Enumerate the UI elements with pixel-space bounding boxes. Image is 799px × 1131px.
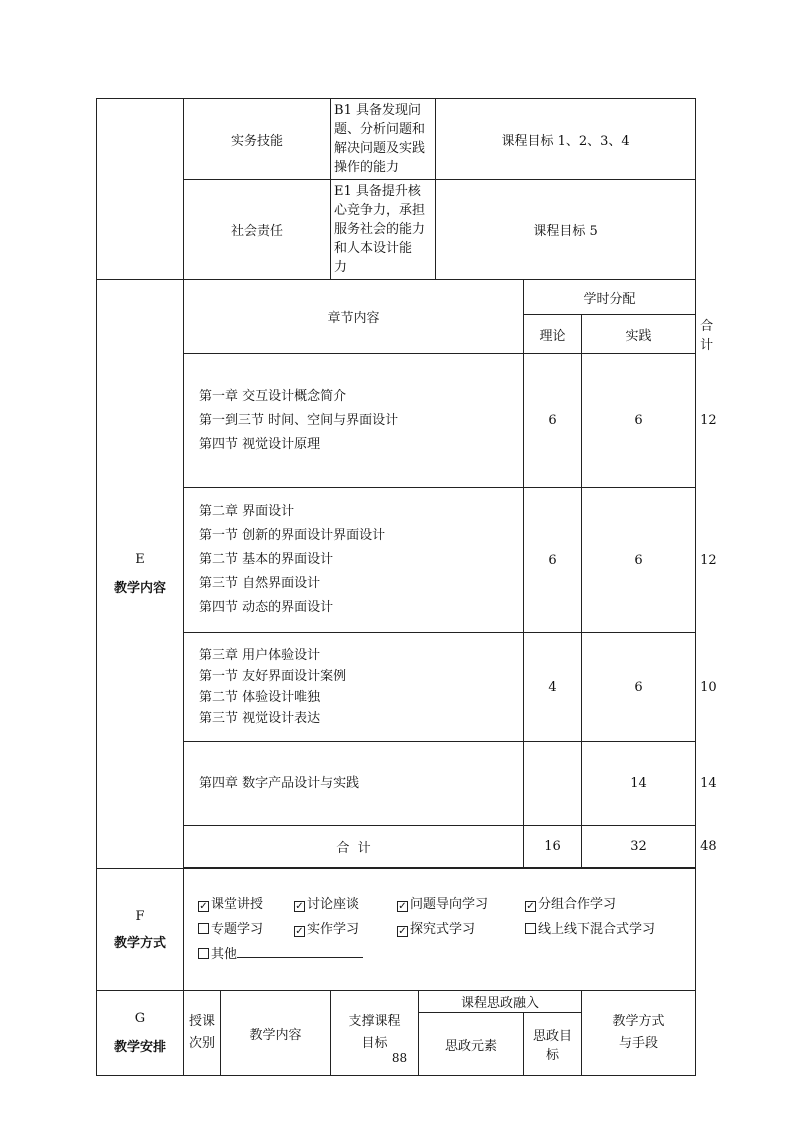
other-blank-line[interactable]	[237, 945, 363, 958]
section-letter: E	[135, 552, 145, 567]
methods-line	[198, 892, 691, 917]
method-label: 线上线下混合式学习	[538, 922, 656, 937]
outcome-code: B1	[334, 103, 352, 118]
ideology-elements-header: 思政元素	[419, 1013, 524, 1076]
practice-header: 实践	[582, 315, 696, 354]
checkbox-checked-icon[interactable]: ✓	[526, 901, 535, 912]
header-line: 与手段	[619, 1036, 659, 1051]
method-label: 探究式学习	[410, 922, 476, 937]
method-label: 分组合作学习	[538, 897, 617, 912]
outcome-goal: 课程目标 5	[436, 180, 696, 280]
outcome-code: E1	[334, 184, 352, 199]
chapter-row: 第三章 用户体验设计 第一节 友好界面设计案例 第二节 体验设计唯独 第三节 视觉设计表达 4 6 10	[97, 633, 696, 742]
section-title: 教学内容	[113, 581, 166, 596]
chapter-line: 第三节 视觉设计表达	[199, 711, 321, 726]
checkbox-unchecked-icon[interactable]	[198, 948, 209, 959]
chapter-row: 第四章 数字产品设计与实践 14 14	[97, 742, 696, 826]
method-option[interactable]	[525, 892, 616, 917]
outcome-goal: 课程目标 1、2、3、4	[436, 99, 696, 180]
practice-hours: 6	[582, 354, 696, 488]
chapter-line: 第二节 基本的界面设计	[199, 552, 334, 567]
method-option[interactable]	[397, 892, 525, 917]
chapter-line: 第二节 体验设计唯独	[199, 690, 321, 705]
section-title: 教学方式	[113, 935, 166, 951]
section-letter: G	[134, 1011, 146, 1026]
section-letter: F	[135, 908, 145, 924]
method-option[interactable]	[198, 892, 294, 917]
hours-header: 学时分配	[524, 280, 696, 315]
method-option[interactable]	[294, 892, 397, 917]
chapter-content	[184, 354, 524, 488]
chapter-line: 第三章 用户体验设计	[199, 648, 321, 663]
outcome-text-line: 具备发现问题、分析问题和	[334, 103, 426, 137]
section-title: 教学安排	[113, 1040, 166, 1055]
chapter-line: 第二章 界面设计	[199, 504, 295, 519]
header-line: 次别	[188, 1036, 215, 1051]
methods-line	[198, 942, 691, 967]
theory-hours: 6	[524, 354, 582, 488]
chapter-content	[184, 633, 524, 742]
chapter-content	[184, 488, 524, 633]
methods-row	[97, 869, 696, 991]
outcome-label: 社会责任	[184, 180, 331, 280]
chapter-line: 第四节 视觉设计原理	[199, 436, 321, 452]
header-line: 支撑课程	[348, 1014, 401, 1029]
checkbox-checked-icon[interactable]: ✓	[398, 901, 407, 912]
chapter-content	[184, 742, 524, 826]
header-line: 目标	[361, 1036, 388, 1051]
method-label: 专题学习	[211, 922, 264, 937]
chapter-line: 第一节 创新的界面设计界面设计	[199, 528, 386, 543]
checkbox-unchecked-icon[interactable]	[525, 923, 536, 934]
theory-header: 理论	[524, 315, 582, 354]
outcome-blank-cell	[97, 99, 184, 280]
checkbox-unchecked-icon[interactable]	[198, 923, 209, 934]
method-label: 讨论座谈	[307, 897, 360, 912]
outcome-text-line: 力	[334, 260, 348, 275]
chapter-line: 第一到三节 时间、空间与界面设计	[199, 412, 399, 428]
outcome-description	[331, 99, 436, 180]
content-header-row	[97, 280, 696, 315]
page-number: 88	[391, 1051, 408, 1065]
outcome-description	[331, 180, 436, 280]
teaching-methods	[184, 869, 696, 991]
chapter-line: 第四节 动态的界面设计	[199, 600, 334, 615]
methods-line	[198, 917, 691, 942]
theory-hours	[524, 742, 582, 826]
practice-hours: 6	[582, 488, 696, 633]
checkbox-checked-icon[interactable]: ✓	[398, 926, 407, 937]
section-e-label	[97, 280, 184, 869]
method-option[interactable]	[525, 917, 655, 942]
outcome-text-line: 具备提升核心竞争力，承担	[334, 184, 426, 218]
chapter-line: 第一节 友好界面设计案例	[199, 669, 347, 684]
sum-row: 合 计 16 32 48	[97, 826, 696, 868]
schedule-content-header: 教学内容	[221, 991, 331, 1076]
sum-label: 合 计	[184, 826, 524, 868]
method-option[interactable]	[294, 917, 397, 942]
chapter-row: 第一章 交互设计概念简介 第一到三节 时间、空间与界面设计 第四节 视觉设计原理 6 6 12	[97, 354, 696, 488]
method-option[interactable]	[397, 917, 525, 942]
checkbox-checked-icon[interactable]: ✓	[199, 901, 208, 912]
ideology-goals-header: 思政目标	[524, 1013, 582, 1076]
practice-hours: 6	[582, 633, 696, 742]
theory-hours: 6	[524, 488, 582, 633]
schedule-header-row	[97, 991, 696, 1013]
outcome-row	[97, 180, 696, 280]
chapter-line: 第四章 数字产品设计与实践	[199, 775, 360, 791]
method-option[interactable]	[198, 942, 363, 967]
method-option[interactable]	[198, 917, 294, 942]
hours-subheader-row: 理论 实践 合计	[97, 315, 696, 354]
method-label: 其他	[211, 947, 238, 962]
method-label: 课堂讲授	[211, 897, 264, 912]
checkbox-checked-icon[interactable]: ✓	[295, 926, 304, 937]
header-line: 教学方式	[612, 1014, 665, 1029]
chapter-line: 第三节 自然界面设计	[199, 576, 321, 591]
outcome-text-line: 解决问题及实践操作的能力	[334, 141, 426, 175]
method-label: 实作学习	[307, 922, 360, 937]
outcome-text-line: 服务社会的能力和人本设计能	[334, 222, 426, 256]
ideology-header: 课程思政融入	[419, 991, 582, 1013]
chapter-line: 第一章 交互设计概念简介	[199, 388, 347, 404]
header-line: 授课	[188, 1014, 215, 1029]
checkbox-checked-icon[interactable]: ✓	[295, 901, 304, 912]
sum-practice: 32	[582, 826, 696, 868]
method-label: 问题导向学习	[410, 897, 489, 912]
theory-hours: 4	[524, 633, 582, 742]
practice-hours: 14	[582, 742, 696, 826]
outcome-label: 实务技能	[184, 99, 331, 180]
sum-theory: 16	[524, 826, 582, 868]
outcome-row	[97, 99, 696, 180]
chapter-row: 第二章 界面设计 第一节 创新的界面设计界面设计 第二节 基本的界面设计 第三节 自然界面设计 第四节 动态的界面设计 6 6 12	[97, 488, 696, 633]
chapter-header: 章节内容	[184, 280, 524, 354]
course-syllabus-table	[96, 98, 717, 1076]
section-f-label	[97, 869, 184, 991]
